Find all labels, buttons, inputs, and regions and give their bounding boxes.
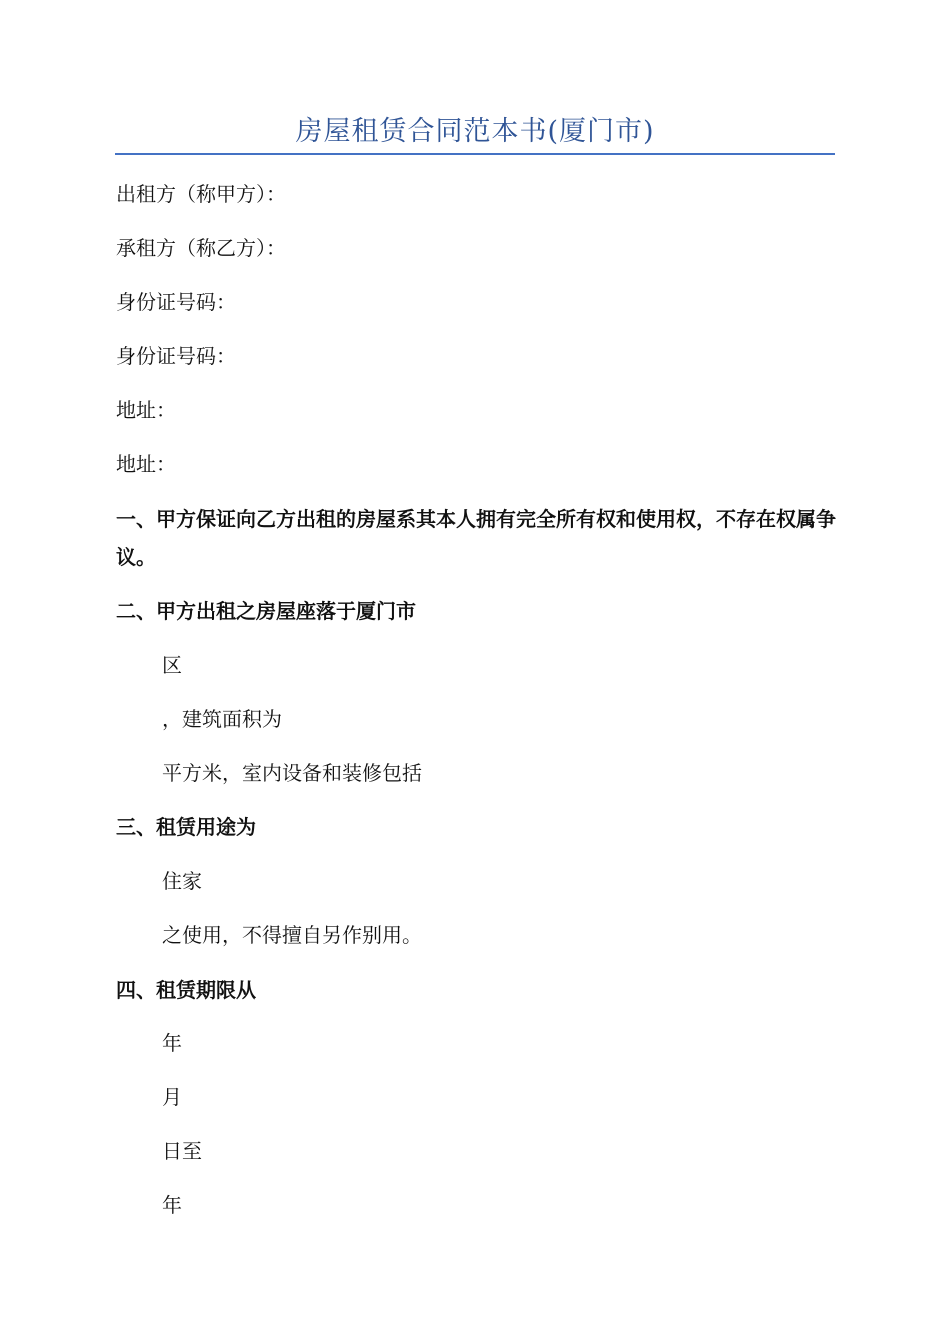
clause-4-year-2: 年 — [162, 1193, 182, 1217]
clause-2-heading: 二、甲方出租之房屋座落于厦门市 — [116, 599, 416, 623]
lessee-line: 承租方（称乙方）： — [116, 236, 286, 260]
clause-2-equipment: 平方米，室内设备和装修包括 — [162, 761, 422, 785]
clause-3-heading: 三、租赁用途为 — [116, 815, 256, 839]
address-line-2: 地址： — [116, 452, 176, 476]
document-title: 房屋租赁合同范本书(厦门市) — [295, 116, 655, 147]
clause-2-area: ，建筑面积为 — [162, 707, 282, 731]
clause-4-month-1: 月 — [162, 1085, 182, 1109]
clause-4-year-1: 年 — [162, 1031, 182, 1055]
clause-4-day-to: 日至 — [162, 1139, 202, 1163]
lessor-line: 出租方（称甲方）： — [116, 182, 286, 206]
id-number-line-1: 身份证号码： — [116, 290, 236, 314]
id-number-line-2: 身份证号码： — [116, 344, 236, 368]
clause-3-purpose: 住家 — [162, 869, 202, 893]
clause-1: 一、甲方保证向乙方出租的房屋系其本人拥有完全所有权和使用权，不存在权属争议。 — [116, 507, 836, 569]
clause-2-district: 区 — [162, 653, 182, 677]
address-line-1: 地址： — [116, 398, 176, 422]
clause-4-heading: 四、租赁期限从 — [116, 978, 256, 1002]
clause-3-restriction: 之使用，不得擅自另作别用。 — [162, 923, 422, 947]
title-underline — [115, 153, 835, 155]
